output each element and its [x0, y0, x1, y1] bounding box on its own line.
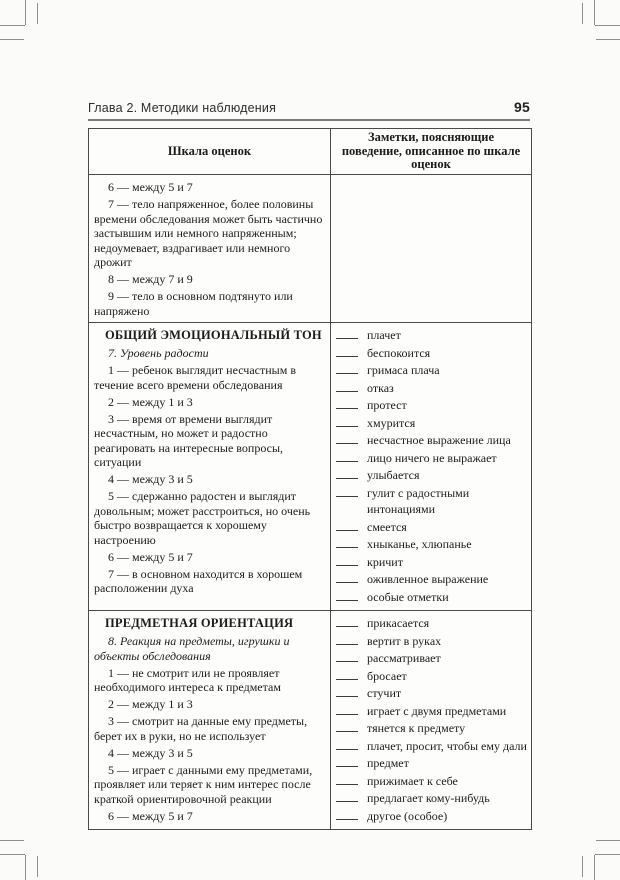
table-header-row	[89, 129, 531, 175]
blank-line	[336, 790, 358, 802]
blank-line	[336, 519, 358, 531]
note-item	[334, 485, 529, 502]
scale-item: 5 — сдержанно радостен и выглядит довольным; может расстроиться, но очень быстро возвращается к хорошему настроению	[94, 489, 311, 547]
note-item	[334, 589, 529, 606]
note-item	[334, 571, 529, 588]
note-label: прикасается	[367, 616, 430, 630]
blank-line	[336, 755, 358, 767]
blank-line	[336, 432, 358, 444]
note-label: плачет	[367, 328, 401, 342]
note-label: гулит с радостными	[367, 485, 470, 500]
crop-mark-line	[37, 3, 38, 24]
notes-cell	[331, 611, 531, 829]
blank-line	[336, 633, 358, 645]
note-item	[334, 615, 529, 632]
blank-line	[336, 668, 358, 680]
crop-mark-line	[594, 0, 595, 25]
scale-item: 1 — не смотрит или не проявляет необходимого интереса к предметам	[94, 665, 281, 694]
table-section-row	[89, 175, 531, 324]
blank-line	[336, 720, 358, 732]
blank-line	[336, 397, 358, 409]
note-item	[334, 415, 529, 432]
scale-item: 2 — между 1 и 3	[108, 394, 193, 409]
blank-line	[336, 738, 358, 750]
notes-cell	[331, 323, 531, 610]
scale-item: 6 — между 5 и 7	[108, 549, 193, 564]
note-item	[334, 519, 529, 536]
note-label: хмурится	[367, 415, 416, 430]
note-item	[334, 345, 529, 362]
note-item	[334, 650, 529, 667]
note-label: играет с двумя предметами	[367, 703, 507, 718]
note-item	[334, 432, 529, 449]
note-label: отказ	[367, 380, 394, 395]
blank-line	[336, 615, 358, 627]
note-item	[334, 738, 529, 755]
blank-line	[336, 485, 358, 497]
note-label: стучит	[367, 686, 402, 700]
crop-mark-line	[596, 39, 620, 40]
scale-cell	[89, 175, 331, 323]
note-item	[334, 790, 529, 807]
note-item	[334, 808, 529, 825]
page-number: 95	[514, 99, 530, 115]
note-label: другое (особое)	[367, 808, 448, 823]
scale-item: 6 — между 5 и 7	[108, 180, 193, 194]
note-item	[334, 668, 529, 685]
blank-line	[336, 467, 358, 479]
note-item	[334, 685, 529, 702]
crop-mark-line	[0, 39, 24, 40]
blank-line	[336, 571, 358, 583]
column-header-scale: Шкала оценок	[89, 129, 331, 174]
note-label: интонациями	[367, 502, 436, 516]
note-label: оживленное выражение	[367, 572, 489, 586]
chapter-title: Глава 2. Методики наблюдения	[88, 101, 277, 115]
notes-cell	[331, 175, 531, 323]
scale-cell	[89, 323, 331, 610]
section-title: ПРЕДМЕТНАЯ ОРИЕНТАЦИЯ	[105, 616, 294, 630]
scale-item: 7 — тело напряженное, более половины времени обследования может быть частично застывшим или немного напряженным; недоумевает, вздрагивает или немного дрожит	[94, 197, 323, 269]
scale-item: 3 — смотрит на данные ему предметы, берет их в руки, но не использует	[94, 714, 308, 743]
note-item	[334, 773, 529, 790]
note-label: гримаса плача	[367, 363, 440, 377]
note-label: улыбается	[367, 468, 420, 482]
blank-line	[336, 362, 358, 374]
note-label: тянется к предмету	[367, 721, 466, 735]
note-item	[334, 755, 529, 772]
note-item	[334, 450, 529, 467]
note-item	[334, 380, 529, 397]
scale-item: 7 — в основном находится в хорошем расположении духа	[94, 566, 303, 595]
column-header-notes: Заметки, поясняющие поведение, описанное по шкале оценок	[341, 130, 521, 171]
note-item	[334, 703, 529, 720]
note-label: прижимает к себе	[367, 773, 458, 788]
section-title: ОБЩИЙ ЭМОЦИОНАЛЬНЫЙ ТОН	[105, 328, 322, 342]
note-label: протест	[367, 398, 407, 412]
note-label: рассматривает	[367, 651, 441, 665]
crop-mark-line	[596, 840, 620, 841]
scale-item: 4 — между 3 и 5	[108, 472, 193, 486]
section-subtitle: 8. Реакция на предметы, игрушки и объекты обследования	[94, 634, 290, 663]
note-label: вертит в руках	[367, 633, 442, 648]
crop-mark-line	[37, 856, 38, 877]
note-item	[334, 554, 529, 571]
blank-line	[336, 650, 358, 662]
note-item	[334, 397, 529, 414]
blank-line	[336, 589, 358, 601]
crop-mark-line	[0, 840, 24, 841]
scale-item: 9 — тело в основном подтянуто или напряжено	[94, 289, 293, 318]
section-subtitle: 7. Уровень радости	[108, 346, 209, 360]
observation-table	[88, 128, 532, 830]
blank-line	[336, 536, 358, 548]
crop-mark-line	[582, 3, 583, 24]
blank-line	[336, 554, 358, 566]
scale-item: 8 — между 7 и 9	[108, 272, 193, 286]
blank-line	[336, 703, 358, 715]
crop-mark-line	[594, 855, 595, 880]
note-item	[334, 536, 529, 553]
blank-line	[336, 685, 358, 697]
note-item	[334, 327, 529, 344]
crop-mark-line	[25, 0, 26, 25]
blank-line	[336, 773, 358, 785]
note-label: предмет	[367, 756, 409, 770]
table-section-row	[89, 611, 531, 829]
running-head	[88, 99, 530, 121]
blank-line	[336, 345, 358, 357]
blank-line	[336, 450, 358, 462]
note-item	[334, 467, 529, 484]
table-section-row	[89, 323, 531, 611]
note-label: беспокоится	[367, 345, 431, 360]
note-label: смеется	[367, 519, 407, 534]
note-label: плачет, просит, чтобы ему дали	[367, 738, 527, 753]
scale-item: 3 — время от времени выглядит несчастным, но может и радостно реагировать на интересные вопросы, ситуации	[94, 411, 283, 469]
crop-mark-line	[0, 25, 25, 26]
scale-item: 2 — между 1 и 3	[108, 697, 193, 711]
scale-item: 1 — ребенок выглядит несчастным в течение всего времени обследования	[94, 363, 296, 392]
note-item	[334, 633, 529, 650]
note-label: несчастное выражение лица	[367, 433, 511, 447]
scale-cell	[89, 611, 331, 829]
scale-item: 6 — между 5 и 7	[108, 808, 193, 823]
crop-mark-line	[0, 854, 25, 855]
blank-line	[336, 808, 358, 820]
crop-mark-line	[595, 854, 620, 855]
crop-mark-line	[595, 25, 620, 26]
note-item	[334, 720, 529, 737]
note-label: кричит	[367, 554, 403, 569]
note-item	[334, 362, 529, 379]
scale-item: 5 — играет с данными ему предметами, проявляет или теряет к ним интерес после краткой ориентировочной реакции	[94, 762, 313, 806]
note-label: хныканье, хлюпанье	[367, 537, 472, 551]
note-label: предлагает кому-нибудь	[367, 791, 490, 805]
crop-mark-line	[582, 856, 583, 877]
table-body	[89, 175, 531, 830]
blank-line	[336, 327, 358, 339]
scale-item: 4 — между 3 и 5	[108, 745, 193, 760]
note-label: бросает	[367, 668, 407, 683]
blank-line	[336, 415, 358, 427]
note-item	[334, 502, 529, 518]
blank-line	[336, 380, 358, 392]
crop-mark-line	[25, 855, 26, 880]
note-label: лицо ничего не выражает	[367, 450, 497, 465]
note-label: особые отметки	[367, 589, 449, 604]
